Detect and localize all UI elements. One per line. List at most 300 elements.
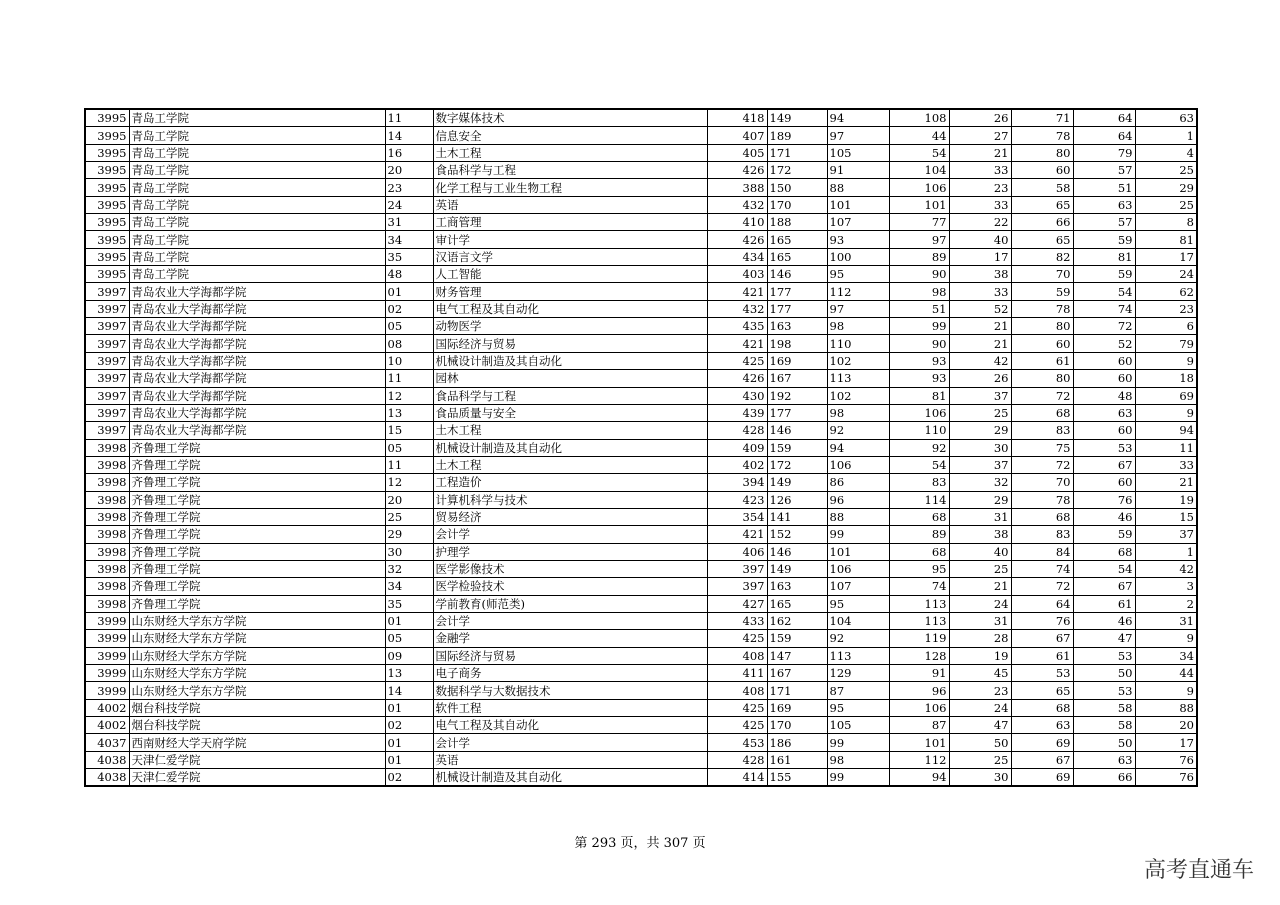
major-code-cell: 13 [385,404,433,421]
total-score-cell: 426 [707,162,767,179]
total-score-cell: 414 [707,769,767,787]
comprehensive-score-cell: 21 [949,144,1011,161]
total-score-cell: 425 [707,699,767,716]
school-code-cell: 3999 [85,647,129,664]
english-score-cell: 90 [889,335,949,352]
major-name-cell: 护理学 [433,543,707,560]
chinese-score-cell: 177 [767,283,827,300]
math-score-cell: 100 [827,248,889,265]
rank-cell: 88 [1135,699,1197,716]
rank-cell: 9 [1135,404,1197,421]
rank-cell: 63 [1135,109,1197,127]
comprehensive-score-cell: 33 [949,283,1011,300]
rank-cell: 33 [1135,456,1197,473]
major-name-cell: 汉语言文学 [433,248,707,265]
chinese-score-cell: 172 [767,456,827,473]
total-score-cell: 428 [707,422,767,439]
subject2-score-cell: 53 [1073,439,1135,456]
chinese-score-cell: 170 [767,717,827,734]
total-score-cell: 427 [707,595,767,612]
major-code-cell: 32 [385,560,433,577]
school-code-cell: 4038 [85,769,129,787]
rank-cell: 9 [1135,682,1197,699]
school-name-cell: 青岛工学院 [129,179,385,196]
major-code-cell: 11 [385,456,433,473]
school-name-cell: 青岛工学院 [129,196,385,213]
subject1-score-cell: 70 [1011,266,1073,283]
english-score-cell: 81 [889,387,949,404]
school-code-cell: 3995 [85,127,129,144]
school-name-cell: 烟台科技学院 [129,717,385,734]
table-row [85,682,1197,699]
chinese-score-cell: 162 [767,612,827,629]
table-row [85,769,1197,787]
chinese-score-cell: 159 [767,439,827,456]
subject1-score-cell: 67 [1011,630,1073,647]
total-score-cell: 405 [707,144,767,161]
rank-cell: 6 [1135,318,1197,335]
math-score-cell: 102 [827,387,889,404]
school-name-cell: 齐鲁理工学院 [129,543,385,560]
english-score-cell: 101 [889,734,949,751]
major-code-cell: 08 [385,335,433,352]
subject1-score-cell: 65 [1011,231,1073,248]
rank-cell: 21 [1135,474,1197,491]
major-name-cell: 信息安全 [433,127,707,144]
table-row [85,508,1197,525]
chinese-score-cell: 150 [767,179,827,196]
english-score-cell: 110 [889,422,949,439]
chinese-score-cell: 152 [767,526,827,543]
major-name-cell: 国际经济与贸易 [433,335,707,352]
school-name-cell: 齐鲁理工学院 [129,595,385,612]
major-name-cell: 食品科学与工程 [433,162,707,179]
comprehensive-score-cell: 33 [949,162,1011,179]
chinese-score-cell: 171 [767,144,827,161]
school-code-cell: 3995 [85,196,129,213]
chinese-score-cell: 161 [767,751,827,768]
math-score-cell: 106 [827,456,889,473]
school-code-cell: 3997 [85,335,129,352]
subject2-score-cell: 54 [1073,283,1135,300]
comprehensive-score-cell: 21 [949,335,1011,352]
comprehensive-score-cell: 28 [949,630,1011,647]
math-score-cell: 96 [827,491,889,508]
major-name-cell: 会计学 [433,612,707,629]
major-code-cell: 05 [385,630,433,647]
subject2-score-cell: 54 [1073,560,1135,577]
math-score-cell: 105 [827,717,889,734]
school-code-cell: 3995 [85,162,129,179]
total-score-cell: 430 [707,387,767,404]
school-code-cell: 3995 [85,179,129,196]
major-code-cell: 12 [385,474,433,491]
chinese-score-cell: 177 [767,404,827,421]
subject1-score-cell: 84 [1011,543,1073,560]
major-name-cell: 工程造价 [433,474,707,491]
major-name-cell: 贸易经济 [433,508,707,525]
math-score-cell: 105 [827,144,889,161]
school-name-cell: 青岛工学院 [129,248,385,265]
major-name-cell: 食品科学与工程 [433,387,707,404]
english-score-cell: 77 [889,214,949,231]
english-score-cell: 51 [889,300,949,317]
math-score-cell: 88 [827,179,889,196]
rank-cell: 1 [1135,543,1197,560]
major-name-cell: 工商管理 [433,214,707,231]
total-score-cell: 432 [707,196,767,213]
major-code-cell: 01 [385,283,433,300]
major-name-cell: 学前教育(师范类) [433,595,707,612]
major-name-cell: 动物医学 [433,318,707,335]
rank-cell: 2 [1135,595,1197,612]
rank-cell: 19 [1135,491,1197,508]
table-row [85,387,1197,404]
comprehensive-score-cell: 19 [949,647,1011,664]
major-code-cell: 24 [385,196,433,213]
school-name-cell: 青岛农业大学海都学院 [129,352,385,369]
comprehensive-score-cell: 25 [949,560,1011,577]
major-name-cell: 医学影像技术 [433,560,707,577]
comprehensive-score-cell: 37 [949,456,1011,473]
math-score-cell: 99 [827,526,889,543]
school-name-cell: 天津仁爱学院 [129,751,385,768]
major-code-cell: 02 [385,717,433,734]
school-code-cell: 3999 [85,665,129,682]
english-score-cell: 90 [889,266,949,283]
major-code-cell: 01 [385,751,433,768]
major-code-cell: 05 [385,439,433,456]
english-score-cell: 128 [889,647,949,664]
major-name-cell: 数字媒体技术 [433,109,707,127]
table-row [85,196,1197,213]
school-code-cell: 3998 [85,560,129,577]
chinese-score-cell: 141 [767,508,827,525]
subject1-score-cell: 66 [1011,214,1073,231]
comprehensive-score-cell: 38 [949,266,1011,283]
subject2-score-cell: 68 [1073,543,1135,560]
subject2-score-cell: 63 [1073,751,1135,768]
rank-cell: 18 [1135,370,1197,387]
comprehensive-score-cell: 30 [949,769,1011,787]
math-score-cell: 112 [827,283,889,300]
total-score-cell: 354 [707,508,767,525]
subject2-score-cell: 72 [1073,318,1135,335]
school-code-cell: 4037 [85,734,129,751]
subject1-score-cell: 65 [1011,682,1073,699]
school-code-cell: 3995 [85,266,129,283]
table-row [85,127,1197,144]
school-code-cell: 3998 [85,526,129,543]
chinese-score-cell: 167 [767,370,827,387]
school-name-cell: 青岛农业大学海都学院 [129,404,385,421]
table-row [85,335,1197,352]
major-code-cell: 01 [385,734,433,751]
rank-cell: 25 [1135,196,1197,213]
school-name-cell: 山东财经大学东方学院 [129,612,385,629]
total-score-cell: 439 [707,404,767,421]
table-row [85,717,1197,734]
rank-cell: 1 [1135,127,1197,144]
rank-cell: 3 [1135,578,1197,595]
subject2-score-cell: 58 [1073,717,1135,734]
major-code-cell: 20 [385,491,433,508]
math-score-cell: 94 [827,109,889,127]
major-name-cell: 土木工程 [433,144,707,161]
major-name-cell: 计算机科学与技术 [433,491,707,508]
major-code-cell: 31 [385,214,433,231]
chinese-score-cell: 172 [767,162,827,179]
comprehensive-score-cell: 50 [949,734,1011,751]
major-code-cell: 20 [385,162,433,179]
rank-cell: 24 [1135,266,1197,283]
rank-cell: 4 [1135,144,1197,161]
major-code-cell: 01 [385,699,433,716]
school-code-cell: 3998 [85,439,129,456]
english-score-cell: 93 [889,370,949,387]
math-score-cell: 113 [827,370,889,387]
major-name-cell: 会计学 [433,734,707,751]
subject2-score-cell: 52 [1073,335,1135,352]
school-name-cell: 齐鲁理工学院 [129,456,385,473]
major-code-cell: 34 [385,578,433,595]
major-code-cell: 02 [385,300,433,317]
total-score-cell: 425 [707,352,767,369]
major-code-cell: 14 [385,682,433,699]
total-score-cell: 426 [707,231,767,248]
chinese-score-cell: 126 [767,491,827,508]
rank-cell: 34 [1135,647,1197,664]
table-row [85,456,1197,473]
subject2-score-cell: 57 [1073,214,1135,231]
subject1-score-cell: 61 [1011,647,1073,664]
chinese-score-cell: 167 [767,665,827,682]
major-name-cell: 化学工程与工业生物工程 [433,179,707,196]
major-code-cell: 35 [385,595,433,612]
major-name-cell: 英语 [433,196,707,213]
watermark-logo: 高考直通车 [1143,858,1254,883]
math-score-cell: 95 [827,699,889,716]
comprehensive-score-cell: 23 [949,682,1011,699]
table-row [85,612,1197,629]
math-score-cell: 98 [827,318,889,335]
major-name-cell: 医学检验技术 [433,578,707,595]
chinese-score-cell: 169 [767,352,827,369]
chinese-score-cell: 163 [767,318,827,335]
math-score-cell: 99 [827,769,889,787]
comprehensive-score-cell: 32 [949,474,1011,491]
subject2-score-cell: 60 [1073,370,1135,387]
math-score-cell: 98 [827,404,889,421]
school-code-cell: 4002 [85,717,129,734]
school-name-cell: 青岛农业大学海都学院 [129,318,385,335]
table-row [85,439,1197,456]
subject2-score-cell: 66 [1073,769,1135,787]
subject1-score-cell: 74 [1011,560,1073,577]
math-score-cell: 101 [827,196,889,213]
english-score-cell: 94 [889,769,949,787]
school-code-cell: 4038 [85,751,129,768]
total-score-cell: 394 [707,474,767,491]
total-score-cell: 421 [707,283,767,300]
chinese-score-cell: 155 [767,769,827,787]
rank-cell: 42 [1135,560,1197,577]
comprehensive-score-cell: 29 [949,422,1011,439]
english-score-cell: 92 [889,439,949,456]
subject1-score-cell: 67 [1011,751,1073,768]
subject1-score-cell: 76 [1011,612,1073,629]
school-name-cell: 青岛工学院 [129,231,385,248]
chinese-score-cell: 149 [767,474,827,491]
english-score-cell: 54 [889,144,949,161]
table-row [85,231,1197,248]
english-score-cell: 68 [889,543,949,560]
chinese-score-cell: 165 [767,231,827,248]
school-name-cell: 青岛工学院 [129,144,385,161]
subject2-score-cell: 53 [1073,647,1135,664]
table-row [85,283,1197,300]
chinese-score-cell: 146 [767,422,827,439]
school-name-cell: 青岛农业大学海都学院 [129,422,385,439]
comprehensive-score-cell: 21 [949,578,1011,595]
subject1-score-cell: 58 [1011,179,1073,196]
total-score-cell: 408 [707,682,767,699]
math-score-cell: 97 [827,300,889,317]
major-name-cell: 金融学 [433,630,707,647]
math-score-cell: 99 [827,734,889,751]
major-code-cell: 11 [385,109,433,127]
math-score-cell: 92 [827,422,889,439]
major-name-cell: 英语 [433,751,707,768]
table-row [85,665,1197,682]
major-code-cell: 29 [385,526,433,543]
subject1-score-cell: 72 [1011,387,1073,404]
subject1-score-cell: 68 [1011,699,1073,716]
subject2-score-cell: 50 [1073,734,1135,751]
school-name-cell: 齐鲁理工学院 [129,526,385,543]
major-code-cell: 14 [385,127,433,144]
major-code-cell: 48 [385,266,433,283]
subject2-score-cell: 57 [1073,162,1135,179]
math-score-cell: 97 [827,127,889,144]
rank-cell: 94 [1135,422,1197,439]
table-row [85,214,1197,231]
school-name-cell: 青岛农业大学海都学院 [129,335,385,352]
subject2-score-cell: 60 [1073,422,1135,439]
english-score-cell: 83 [889,474,949,491]
english-score-cell: 87 [889,717,949,734]
subject2-score-cell: 76 [1073,491,1135,508]
total-score-cell: 410 [707,214,767,231]
total-score-cell: 433 [707,612,767,629]
school-name-cell: 齐鲁理工学院 [129,491,385,508]
table-row [85,751,1197,768]
rank-cell: 31 [1135,612,1197,629]
major-name-cell: 机械设计制造及其自动化 [433,769,707,787]
total-score-cell: 411 [707,665,767,682]
comprehensive-score-cell: 17 [949,248,1011,265]
rank-cell: 62 [1135,283,1197,300]
comprehensive-score-cell: 42 [949,352,1011,369]
table-row [85,491,1197,508]
comprehensive-score-cell: 38 [949,526,1011,543]
subject1-score-cell: 68 [1011,404,1073,421]
subject2-score-cell: 59 [1073,526,1135,543]
english-score-cell: 106 [889,179,949,196]
major-name-cell: 软件工程 [433,699,707,716]
table-row [85,543,1197,560]
math-score-cell: 102 [827,352,889,369]
english-score-cell: 74 [889,578,949,595]
school-code-cell: 3997 [85,387,129,404]
major-code-cell: 01 [385,612,433,629]
rank-cell: 8 [1135,214,1197,231]
total-score-cell: 421 [707,335,767,352]
school-code-cell: 3998 [85,578,129,595]
table-row [85,162,1197,179]
subject1-score-cell: 72 [1011,456,1073,473]
english-score-cell: 97 [889,231,949,248]
table-row [85,560,1197,577]
rank-cell: 11 [1135,439,1197,456]
total-score-cell: 407 [707,127,767,144]
school-code-cell: 3999 [85,682,129,699]
chinese-score-cell: 149 [767,109,827,127]
chinese-score-cell: 159 [767,630,827,647]
table-row [85,248,1197,265]
subject2-score-cell: 46 [1073,508,1135,525]
chinese-score-cell: 192 [767,387,827,404]
major-name-cell: 数据科学与大数据技术 [433,682,707,699]
comprehensive-score-cell: 37 [949,387,1011,404]
major-code-cell: 30 [385,543,433,560]
major-name-cell: 国际经济与贸易 [433,647,707,664]
school-code-cell: 3998 [85,543,129,560]
major-name-cell: 财务管理 [433,283,707,300]
math-score-cell: 92 [827,630,889,647]
total-score-cell: 409 [707,439,767,456]
subject2-score-cell: 67 [1073,578,1135,595]
subject2-score-cell: 50 [1073,665,1135,682]
school-code-cell: 3998 [85,456,129,473]
subject1-score-cell: 83 [1011,422,1073,439]
school-name-cell: 齐鲁理工学院 [129,508,385,525]
comprehensive-score-cell: 25 [949,751,1011,768]
admission-score-table [84,108,1198,787]
comprehensive-score-cell: 27 [949,127,1011,144]
total-score-cell: 432 [707,300,767,317]
subject1-score-cell: 75 [1011,439,1073,456]
chinese-score-cell: 188 [767,214,827,231]
subject1-score-cell: 80 [1011,370,1073,387]
major-code-cell: 35 [385,248,433,265]
chinese-score-cell: 198 [767,335,827,352]
chinese-score-cell: 169 [767,699,827,716]
english-score-cell: 101 [889,196,949,213]
school-name-cell: 青岛农业大学海都学院 [129,300,385,317]
major-name-cell: 机械设计制造及其自动化 [433,439,707,456]
comprehensive-score-cell: 31 [949,612,1011,629]
school-name-cell: 山东财经大学东方学院 [129,682,385,699]
total-score-cell: 426 [707,370,767,387]
english-score-cell: 44 [889,127,949,144]
school-code-cell: 3995 [85,109,129,127]
school-name-cell: 齐鲁理工学院 [129,474,385,491]
chinese-score-cell: 146 [767,266,827,283]
math-score-cell: 107 [827,578,889,595]
table-row [85,318,1197,335]
chinese-score-cell: 189 [767,127,827,144]
